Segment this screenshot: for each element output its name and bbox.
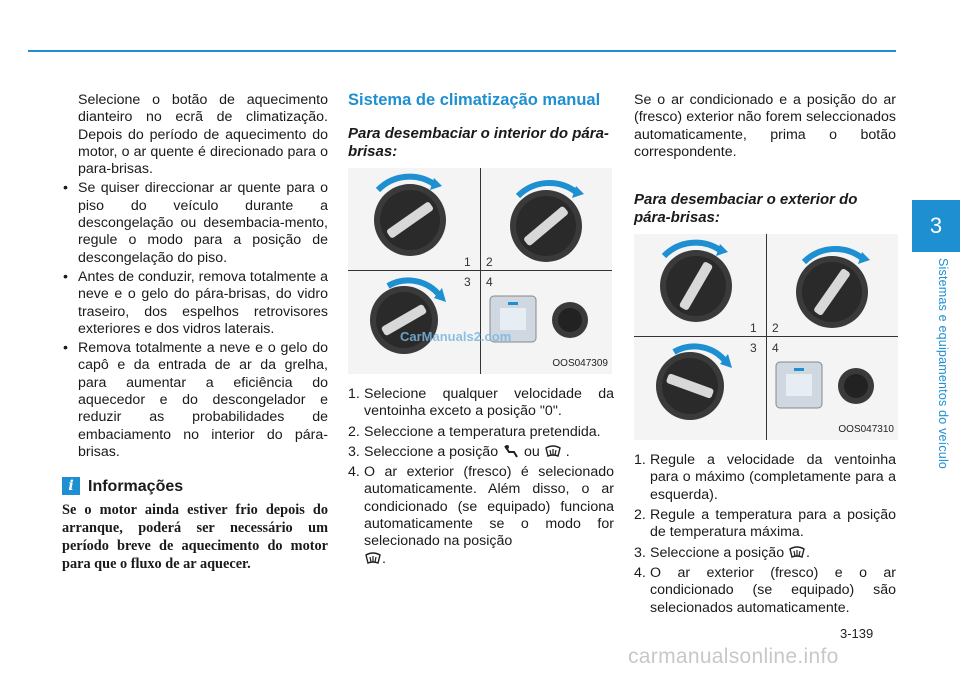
- step-text: O ar exterior (fresco) é selecionado automaticamente. Além disso, o ar condicionado (se equipado) funciona automaticamente se o modo for selecionado na posição: [364, 464, 614, 550]
- temperature-knob-icon: [796, 249, 870, 328]
- bullet-dot: •: [63, 340, 68, 357]
- step-text: Seleccione a temperatura pretendida.: [364, 423, 601, 440]
- bullet-dot: •: [63, 268, 68, 285]
- step-number: 4.: [634, 564, 646, 581]
- figure-divider-vertical: [766, 234, 767, 440]
- subsection-title: Para desembaciar o interior do pára-brisas:: [348, 125, 609, 160]
- ac-knob-small-icon: [552, 302, 588, 338]
- bullet-item: [62, 269, 328, 338]
- step-number: 3.: [348, 443, 360, 460]
- temperature-knob-icon: [510, 183, 584, 262]
- info-text: Se o motor ainda estiver frio depois do arranque, poderá ser necessário um período breve de aquecimento do motor para que o fluxo de ar aquecer.: [62, 502, 328, 573]
- figure-label-3: 3: [464, 275, 471, 289]
- intro-paragraph: Se o ar condicionado e a posição do ar (fresco) exterior não forem seleccionados automaticamente, prima o botão correspondente.: [634, 92, 896, 160]
- windshield-defrost-icon: [364, 551, 382, 567]
- step-number: 2.: [348, 423, 360, 440]
- chapter-tab: 3: [912, 200, 960, 252]
- step-number: 1.: [634, 452, 646, 469]
- subsection-title: Para desembaciar o exterior do pára-brisas:: [634, 191, 858, 226]
- step-item: [348, 444, 614, 461]
- step-text: O ar exterior (fresco) e o ar condicionado (se equipado) são selecionados automaticamente.: [650, 564, 896, 616]
- step-number: 3.: [634, 544, 646, 561]
- bullet-item: [62, 340, 328, 461]
- ac-knob-small-icon: [838, 368, 874, 404]
- step-number: 1.: [348, 386, 360, 402]
- figure-divider-horizontal: [348, 270, 612, 271]
- figure-label-3: 3: [750, 341, 757, 356]
- fan-speed-knob-icon: [374, 177, 446, 256]
- figure-code: OOS047310: [838, 423, 894, 435]
- step-item: [634, 452, 896, 504]
- step-number: 4.: [348, 464, 360, 481]
- info-icon: i: [62, 477, 80, 495]
- column-3: [634, 92, 896, 620]
- windshield-defrost-icon: [544, 444, 562, 460]
- figure-label-4: 4: [486, 275, 493, 289]
- figure-watermark: CarManuals2.com: [400, 329, 512, 344]
- step-text-c: .: [806, 544, 810, 561]
- bullet-text: Antes de conduzir, remova totalmente a neve e o gelo do pára-brisas, do vidro traseiro, dos espelhos retrovisores exteriores e dos vidros laterais.: [78, 268, 328, 337]
- step-item: [634, 507, 896, 542]
- step-text-a: Seleccione a posição: [364, 443, 499, 460]
- step-number: 2.: [634, 507, 646, 524]
- step-text-c: .: [565, 443, 570, 460]
- step-item: [634, 545, 896, 562]
- mode-knob-icon: [656, 347, 732, 421]
- figure-label-2: 2: [772, 321, 779, 336]
- intro-paragraph: Selecione o botão de aquecimento dianteiro no ecrã de climatização. Depois do período de aquecimento do motor, o ar quente é direcionado para o para-brisas.: [78, 92, 328, 178]
- step-text-a: Seleccione a posição: [650, 544, 785, 561]
- info-header: [62, 477, 328, 495]
- bullet-text: Se quiser direccionar ar quente para o piso do veículo durante a descongelação ou desembacia-mento, regule o modo para a posição de descongelação do piso.: [78, 180, 328, 266]
- air-intake-button-icon: [776, 362, 822, 408]
- step-item: [634, 565, 896, 617]
- step-text: Regule a temperatura para a posição de temperatura máxima.: [650, 507, 896, 541]
- step-item: [348, 464, 614, 568]
- step-text-b: ou: [524, 443, 540, 460]
- figure-label-1: 1: [750, 321, 757, 336]
- chapter-side-title: Sistemas e equipamentos do veículo: [936, 258, 950, 470]
- figure-divider-horizontal: [634, 336, 898, 337]
- header-rule: [28, 50, 896, 52]
- step-text-end: .: [382, 550, 386, 567]
- step-item: [348, 424, 614, 441]
- step-text: Selecione qualquer velocidade da ventoinha exceto a posição "0".: [364, 386, 614, 420]
- bullet-item: [62, 180, 328, 266]
- bullet-dot: •: [63, 180, 68, 197]
- fan-speed-knob-icon: [660, 243, 732, 322]
- section-title: Sistema de climatização manual: [348, 91, 601, 109]
- column-2: [348, 92, 614, 571]
- bullet-text: Remova totalmente a neve e o gelo do capô e da entrada de ar da grelha, para aumentar a eficiência do aquecedor e do descongelador e reduzir as probabilidades de embaciamento no interior do pára-brisas.: [78, 340, 328, 460]
- figure-label-4: 4: [772, 341, 779, 356]
- step-text: Regule a velocidade da ventoinha para o máximo (completamente para a esquerda).: [650, 452, 896, 503]
- step-item: [348, 386, 614, 421]
- windshield-defrost-icon: [788, 545, 806, 561]
- figure-label-1: 1: [464, 255, 471, 269]
- figure-exterior-defog: [634, 234, 898, 440]
- figure-interior-defog: [348, 168, 612, 374]
- figure-code: OOS047309: [552, 357, 608, 369]
- figure-label-2: 2: [486, 255, 493, 269]
- defrost-floor-mode-icon: [502, 444, 520, 460]
- page-number: 3-139: [840, 626, 874, 641]
- footer-watermark: carmanualsonline.info: [628, 645, 839, 668]
- column-1: [62, 92, 328, 573]
- info-title: Informações: [88, 477, 184, 495]
